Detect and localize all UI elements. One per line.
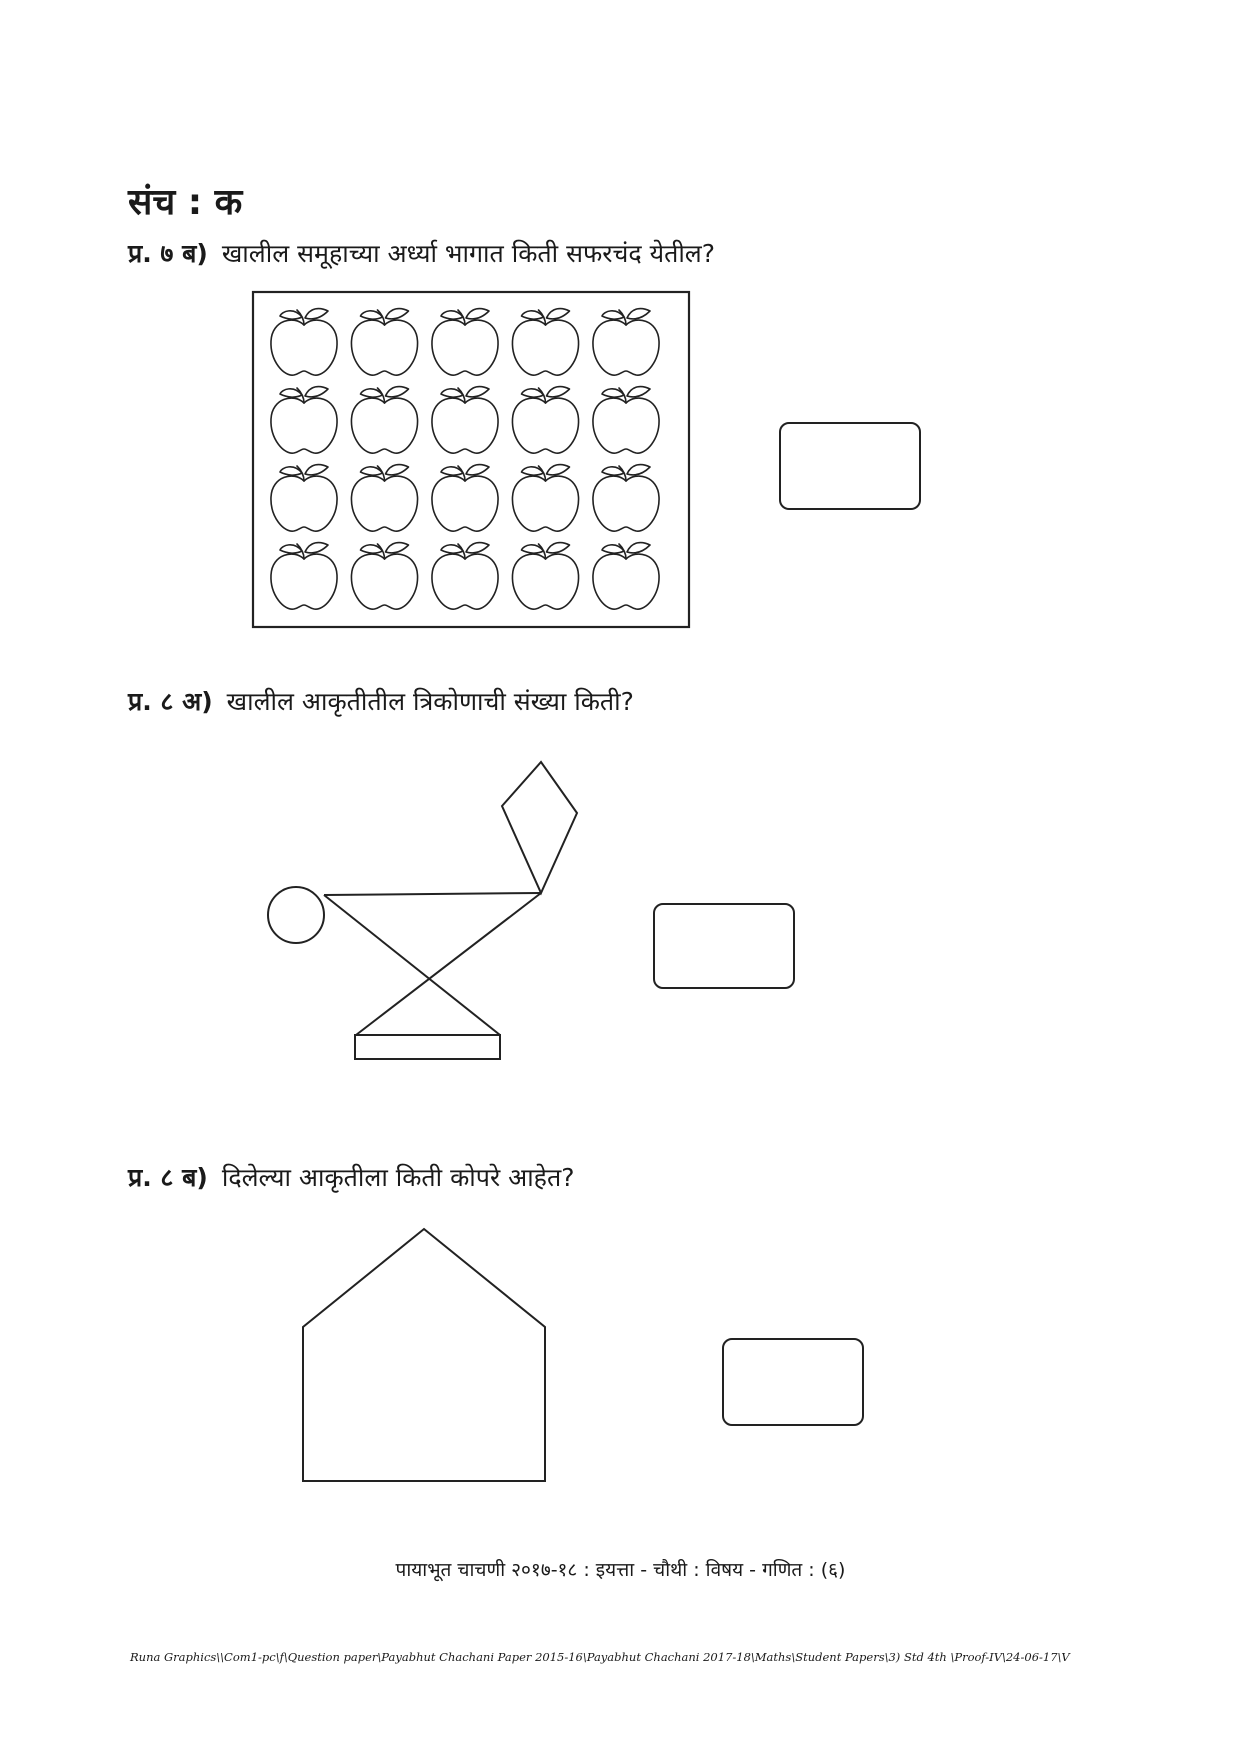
page-footer: पायाभूत चाचणी २०१७-१८ : इयत्ता - चौथी : विषय - गणित : (६) xyxy=(395,1559,846,1581)
house-pentagon xyxy=(303,1229,545,1481)
question-number: प्र. ७ ब) xyxy=(128,239,208,268)
question-number: प्र. ८ अ) xyxy=(128,687,213,716)
answer-box-q8b[interactable] xyxy=(722,1338,864,1426)
question-text: खालील समूहाच्या अर्ध्या भागात किती सफरचंद येतील? xyxy=(221,239,716,268)
file-path-line: Runa Graphics\\Com1-pc\f\Question paper\Payabhut Chachani Paper 2015-16\Payabhut Chachani 2017-18\Maths\Student Papers\3) Std 4th \Proof-IV\24-06-17\V xyxy=(130,1650,1070,1664)
question-number: प्र. ८ ब) xyxy=(128,1163,208,1192)
question-text: खालील आकृतीतील त्रिकोणाची संख्या किती? xyxy=(226,687,634,716)
question-text: दिलेल्या आकृतीला किती कोपरे आहेत? xyxy=(221,1163,575,1192)
set-title: संच : क xyxy=(128,182,243,223)
